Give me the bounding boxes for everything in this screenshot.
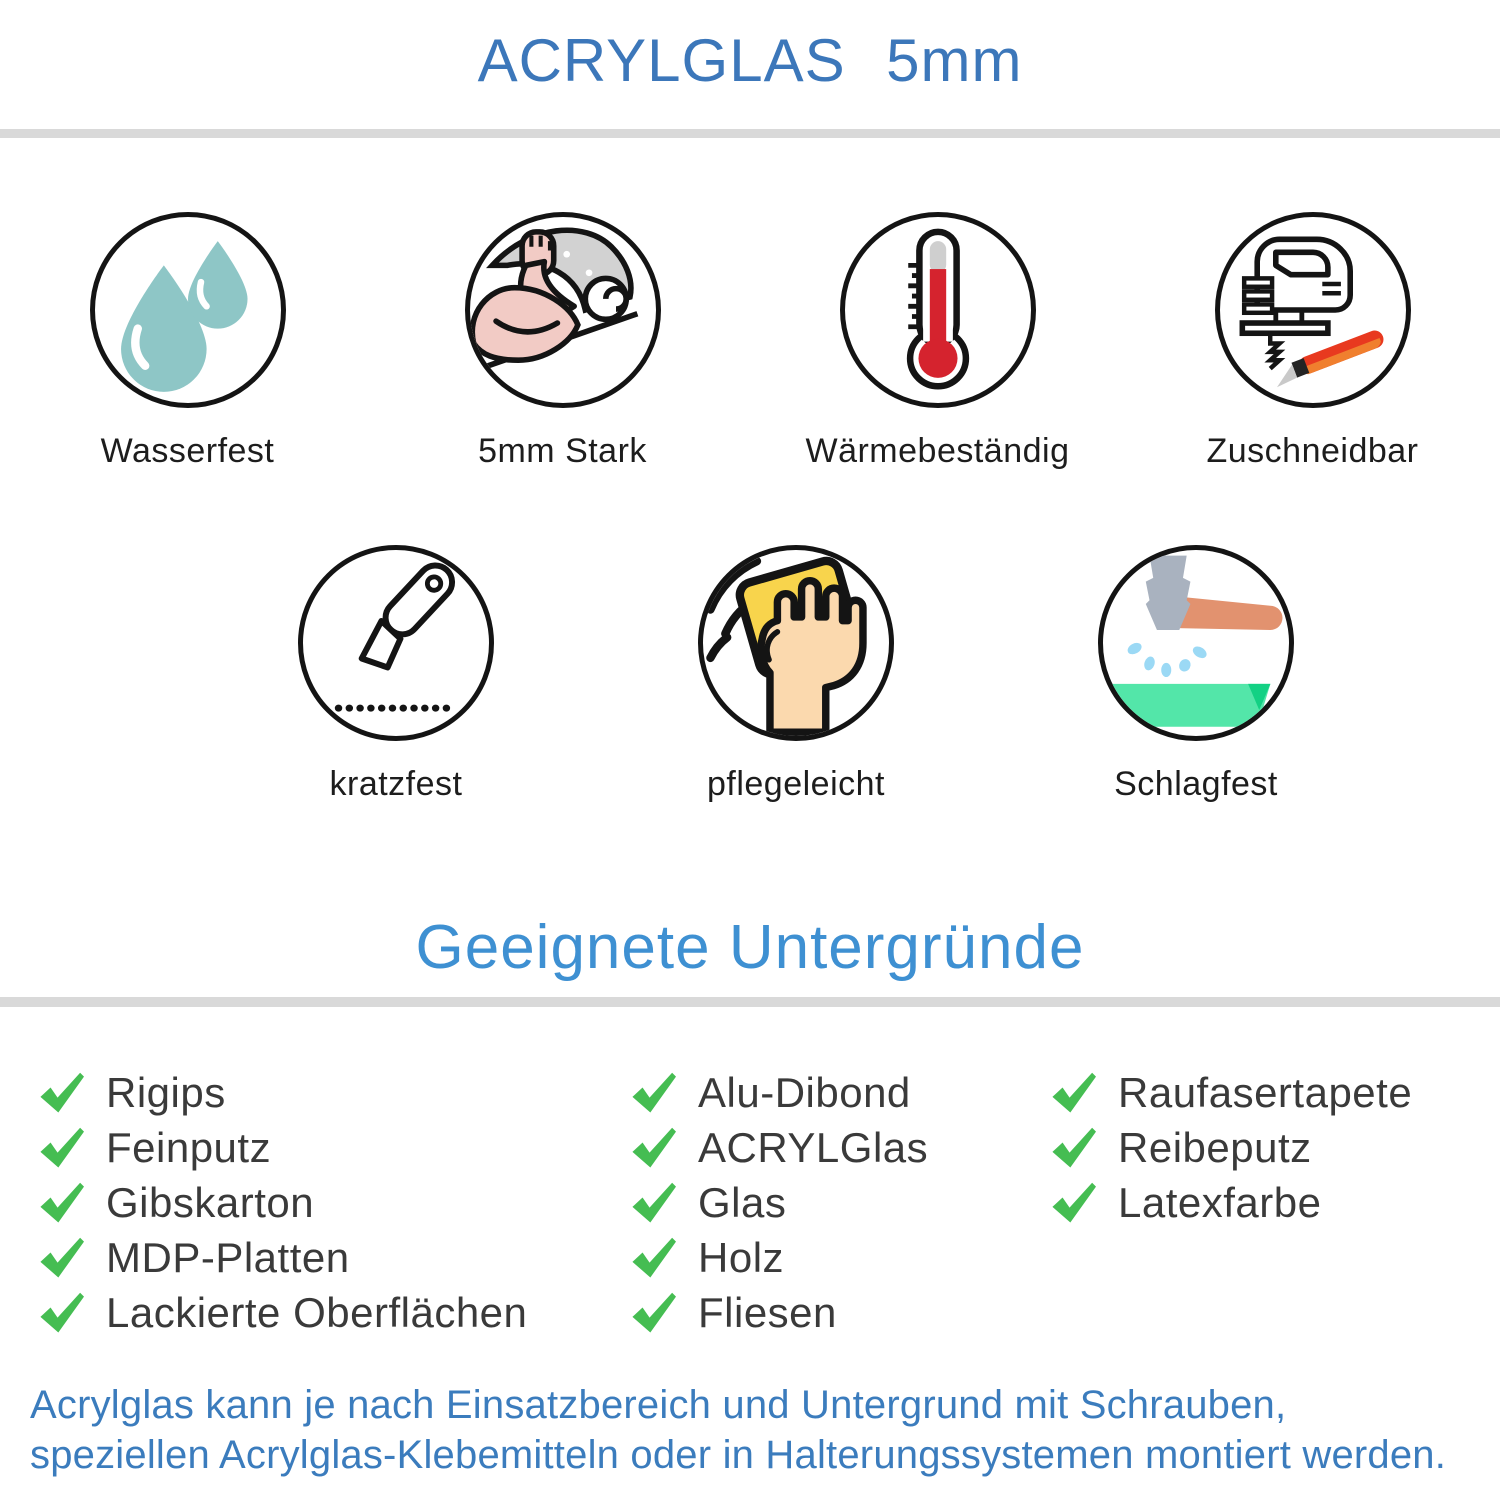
substrate-column-3 (1050, 1065, 1500, 1340)
substrate-label: Reibeputz (1118, 1123, 1312, 1171)
substrate-column-2 (630, 1065, 1050, 1340)
wiping-hand-icon (703, 550, 889, 736)
feature-label: Wasserfest (100, 432, 275, 470)
substrate-label: Lackierte Oberflächen (106, 1288, 528, 1336)
mounting-note (30, 1380, 1500, 1480)
substrate-label: Rigips (106, 1068, 226, 1116)
substrate-label: Gibskarton (106, 1178, 315, 1226)
check-icon (1050, 1182, 1100, 1224)
list-item (1050, 1120, 1500, 1175)
feature-label: pflegeleicht (706, 765, 885, 803)
substrate-label: Holz (698, 1233, 785, 1281)
list-item (630, 1285, 1050, 1340)
icon-circle (1098, 545, 1294, 741)
feature-zuschneidbar (1125, 212, 1500, 471)
list-item (38, 1175, 630, 1230)
page-title: ACRYLGLAS 5mm (477, 27, 1023, 94)
feature-5mm-stark (375, 212, 750, 471)
jigsaw-cutter-icon (1220, 217, 1406, 403)
thermometer-icon (845, 217, 1031, 403)
icon-circle (298, 545, 494, 741)
feature-label: Zuschneidbar (1206, 432, 1419, 470)
list-item (630, 1230, 1050, 1285)
icon-circle (465, 212, 661, 408)
list-item (630, 1175, 1050, 1230)
divider-bar (0, 129, 1500, 138)
substrate-label: ACRYLGlas (698, 1123, 929, 1171)
check-icon (38, 1182, 88, 1224)
check-icon (1050, 1072, 1100, 1114)
icon-circle (90, 212, 286, 408)
feature-label: Schlagfest (1114, 765, 1278, 803)
list-item (38, 1230, 630, 1285)
check-icon (630, 1182, 680, 1224)
substrate-label: Feinputz (106, 1123, 272, 1171)
list-item (630, 1065, 1050, 1120)
check-icon (630, 1127, 680, 1169)
check-icon (38, 1072, 88, 1114)
check-icon (38, 1237, 88, 1279)
feature-row-2 (92, 545, 1500, 804)
feature-wasserfest (0, 212, 375, 471)
substrate-checklist (0, 1065, 1500, 1340)
substrate-column-1 (38, 1065, 630, 1340)
section-heading: Geeignete Untergründe (415, 913, 1085, 982)
check-icon (630, 1237, 680, 1279)
check-icon (38, 1292, 88, 1334)
check-icon (38, 1127, 88, 1169)
list-item (38, 1285, 630, 1340)
feature-kratzfest (196, 545, 596, 804)
check-icon (630, 1072, 680, 1114)
utility-knife-icon (303, 550, 489, 736)
check-icon (630, 1292, 680, 1334)
feature-pflegeleicht (596, 545, 996, 804)
mounting-note-line2: speziellen Acrylglas-Klebemitteln oder in Halterungssystemen montiert werden. (30, 1433, 1447, 1477)
list-item (1050, 1065, 1500, 1120)
divider-bar (0, 997, 1500, 1007)
substrate-label: Alu-Dibond (698, 1068, 911, 1116)
feature-label: kratzfest (329, 765, 463, 803)
feature-waermebestaendig (750, 212, 1125, 471)
icon-circle (1215, 212, 1411, 408)
muscle-arm-icon (470, 217, 656, 403)
icon-circle (698, 545, 894, 741)
feature-schlagfest (996, 545, 1396, 804)
feature-row-1 (0, 212, 1500, 471)
substrate-label: Raufasertapete (1118, 1068, 1413, 1116)
check-icon (1050, 1127, 1100, 1169)
list-item (38, 1065, 630, 1120)
list-item (630, 1120, 1050, 1175)
substrate-label: MDP-Platten (106, 1233, 350, 1281)
substrate-label: Latexfarbe (1118, 1178, 1322, 1226)
icon-circle (840, 212, 1036, 408)
feature-label: 5mm Stark (478, 432, 647, 470)
substrate-label: Fliesen (698, 1288, 837, 1336)
list-item (38, 1120, 630, 1175)
water-drops-icon (95, 217, 281, 403)
mounting-note-line1: Acrylglas kann je nach Einsatzbereich und Untergrund mit Schrauben, (30, 1383, 1287, 1427)
hammer-icon (1103, 550, 1289, 736)
substrate-label: Glas (698, 1178, 787, 1226)
list-item (1050, 1175, 1500, 1230)
feature-label: Wärmebeständig (805, 432, 1070, 470)
